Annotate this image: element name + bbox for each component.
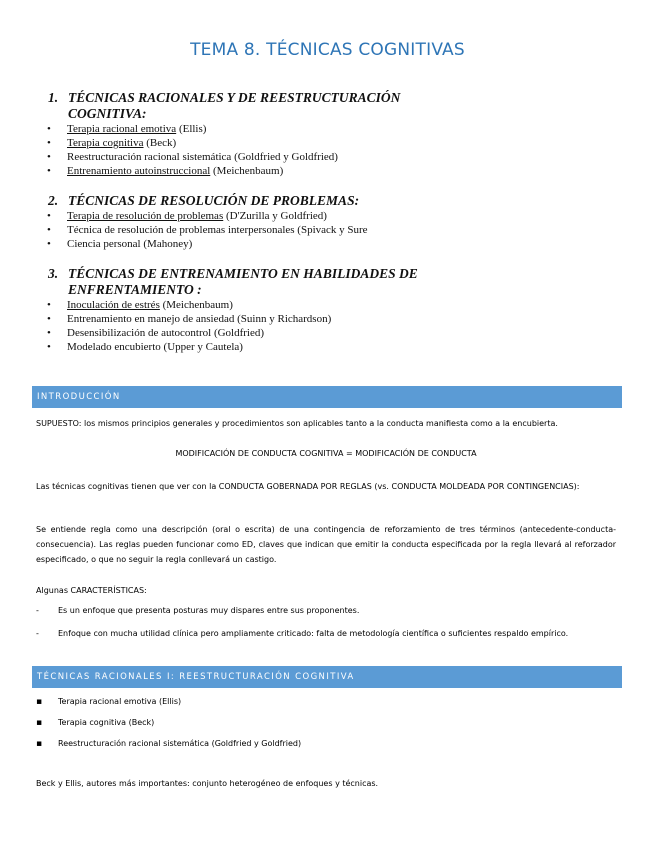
supuesto-paragraph: SUPUESTO: los mismos principios generales y procedimientos son aplicables tanto a la conducta manifiesta como a la encubierta. bbox=[36, 419, 558, 428]
outline-item-author: (Meichenbaum) bbox=[210, 165, 284, 177]
outline-item-author: (Ellis) bbox=[176, 123, 207, 135]
outline-item-author: (Beck) bbox=[143, 137, 177, 149]
outline-item: • Inoculación de estrés (Meichenbaum) bbox=[47, 299, 233, 311]
outline-item: • Entrenamiento en manejo de ansiedad (Suinn y Richardson) bbox=[47, 313, 332, 325]
outline-item-author: (D'Zurilla y Goldfried) bbox=[223, 210, 327, 222]
outline-item: • Terapia racional emotiva (Ellis) bbox=[47, 123, 207, 135]
outline-section-heading bbox=[48, 266, 448, 298]
list-item: - Es un enfoque que presenta posturas muy dispares entre sus proponentes. bbox=[36, 606, 360, 615]
outline-item-name: Terapia racional emotiva bbox=[67, 123, 177, 135]
section-heading-introduccion: INTRODUCCIÓN bbox=[32, 386, 622, 408]
outline-item-name: Modelado encubierto bbox=[67, 341, 161, 353]
paragraph-regla-definicion: Se entiende regla como una descripción (oral o escrita) de una contingencia de reforzamiento de tres términos (antecedente-conducta-consecuencia). Las reglas pueden funcionar como ED, claves que indican que emitir la conducta especificada por la regla llevará al reforzador especificado, o que no seguir la regla conllevará un castigo. bbox=[36, 525, 616, 564]
list-item: ▪ Reestructuración racional sistemática (Goldfried y Goldfried) bbox=[36, 739, 302, 749]
list-item: - Enfoque con mucha utilidad clínica pero ampliamente criticado: falta de metodología científica o suficientes respaldo empírico. bbox=[36, 629, 569, 638]
paragraph-conducta-reglas: Las técnicas cognitivas tienen que ver con la CONDUCTA GOBERNADA POR REGLAS (vs. CONDUCTA MOLDEADA POR CONTINGENCIAS): bbox=[36, 482, 580, 491]
page-title: TEMA 8. TÉCNICAS COGNITIVAS bbox=[190, 40, 465, 60]
outline-item-author: (Goldfried y Goldfried) bbox=[231, 151, 338, 163]
closing-paragraph: Beck y Ellis, autores más importantes: conjunto heterogéneo de enfoques y técnicas. bbox=[36, 779, 379, 788]
outline-item-name: Ciencia personal bbox=[67, 238, 141, 250]
outline-item: • Entrenamiento autoinstruccional (Meichenbaum) bbox=[47, 165, 284, 177]
list-item: ▪ Terapia cognitiva (Beck) bbox=[36, 718, 155, 728]
outline-item: • Ciencia personal (Mahoney) bbox=[47, 238, 193, 250]
outline-item-name: Terapia cognitiva bbox=[67, 137, 144, 149]
outline-item-author: (Suinn y Richardson) bbox=[234, 313, 332, 325]
outline-item-name: Reestructuración racional sistemática bbox=[67, 151, 232, 163]
outline-item-name: Desensibilización de autocontrol bbox=[67, 327, 212, 339]
outline-section-heading bbox=[48, 90, 448, 122]
outline-section-number: 1. bbox=[48, 90, 59, 105]
list-item-text: Terapia cognitiva (Beck) bbox=[58, 718, 155, 727]
section-heading-tecnicas-racionales: TÉCNICAS RACIONALES I: REESTRUCTURACIÓN COGNITIVA bbox=[32, 666, 622, 688]
outline-item-name: Entrenamiento en manejo de ansiedad bbox=[67, 313, 235, 325]
outline-item-author: (Upper y Cautela) bbox=[160, 341, 243, 353]
outline-item: • Técnica de resolución de problemas interpersonales (Spivack y Sure bbox=[47, 224, 368, 236]
outline-item-author: (Spivack y Sure bbox=[294, 224, 368, 236]
outline-section-title: TÉCNICAS DE RESOLUCIÓN DE PROBLEMAS: bbox=[68, 193, 360, 208]
list-item: ▪ Terapia racional emotiva (Ellis) bbox=[36, 697, 182, 707]
outline-item-author: (Mahoney) bbox=[140, 238, 193, 250]
outline-item: • Modelado encubierto (Upper y Cautela) bbox=[47, 341, 243, 353]
list-item-text: Terapia racional emotiva (Ellis) bbox=[58, 697, 182, 706]
list-item-text: Es un enfoque que presenta posturas muy dispares entre sus proponentes. bbox=[58, 606, 360, 615]
outline-section-title: TÉCNICAS RACIONALES Y DE REESTRUCTURACIÓN COGNITIVA: bbox=[68, 90, 401, 121]
formula-line: MODIFICACIÓN DE CONDUCTA COGNITIVA = MODIFICACIÓN DE CONDUCTA bbox=[175, 449, 477, 458]
outline-item: • Desensibilización de autocontrol (Goldfried) bbox=[47, 327, 265, 339]
outline-item-name: Inoculación de estrés bbox=[67, 299, 160, 311]
caracteristicas-label: Algunas CARACTERÍSTICAS: bbox=[36, 586, 147, 595]
outline-item: • Reestructuración racional sistemática (Goldfried y Goldfried) bbox=[47, 151, 338, 163]
outline-section-heading bbox=[48, 193, 448, 209]
list-item-text: Enfoque con mucha utilidad clínica pero ampliamente criticado: falta de metodología científica o suficientes respaldo empírico. bbox=[58, 629, 569, 638]
outline-item: • Terapia cognitiva (Beck) bbox=[47, 137, 177, 149]
outline-item-author: (Goldfried) bbox=[211, 327, 265, 339]
outline-item-name: Técnica de resolución de problemas interpersonales bbox=[67, 224, 295, 236]
outline-section-number: 2. bbox=[48, 193, 59, 208]
outline-item: • Terapia de resolución de problemas (D'Zurilla y Goldfried) bbox=[47, 210, 327, 222]
list-item-text: Reestructuración racional sistemática (Goldfried y Goldfried) bbox=[58, 739, 302, 748]
outline-section-number: 3. bbox=[48, 266, 59, 281]
outline-item-author: (Meichenbaum) bbox=[159, 299, 233, 311]
outline-item-name: Terapia de resolución de problemas bbox=[67, 210, 224, 222]
outline-section-title: TÉCNICAS DE ENTRENAMIENTO EN HABILIDADES DE ENFRENTAMIENTO : bbox=[68, 266, 418, 297]
outline-item-name: Entrenamiento autoinstruccional bbox=[67, 165, 211, 177]
